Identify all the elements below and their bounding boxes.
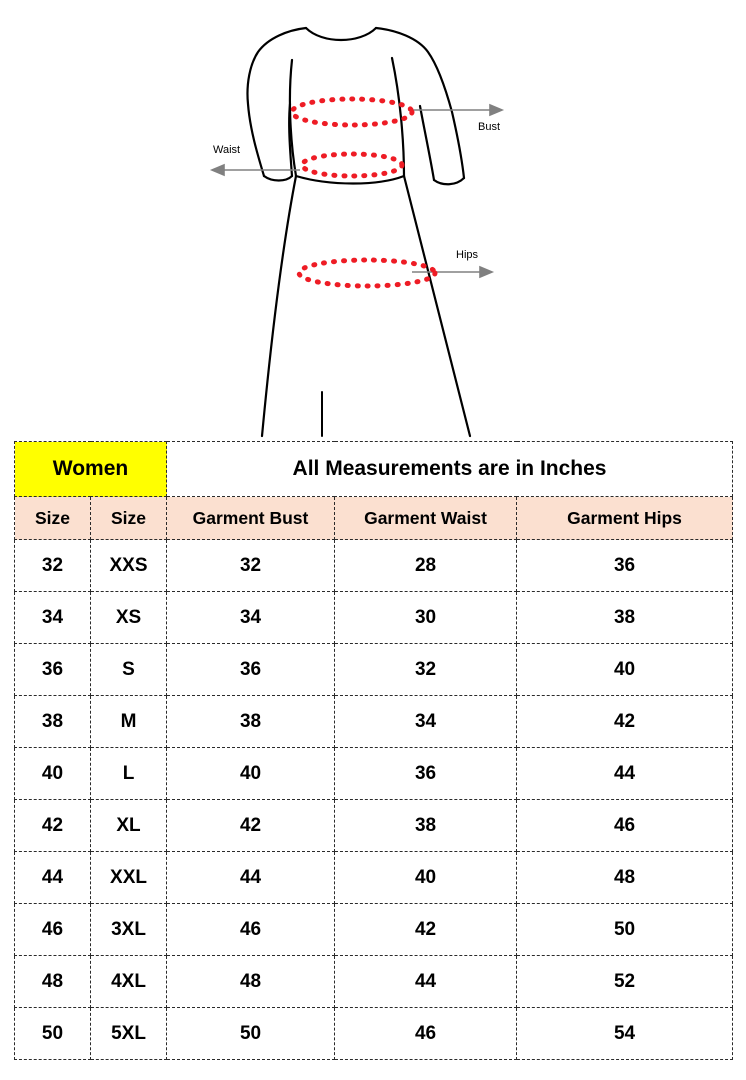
size-chart-table-wrapper xyxy=(14,441,732,1060)
cell-size-letter: M xyxy=(91,696,167,748)
cell-size-numeric: 34 xyxy=(15,592,91,644)
cell-bust: 32 xyxy=(167,540,335,592)
cell-hips: 44 xyxy=(517,748,733,800)
cell-hips: 50 xyxy=(517,904,733,956)
cell-size-letter: XL xyxy=(91,800,167,852)
cell-size-numeric: 40 xyxy=(15,748,91,800)
cell-waist: 44 xyxy=(335,956,517,1008)
cell-hips: 48 xyxy=(517,852,733,904)
table-row xyxy=(15,644,733,696)
cell-size-letter: L xyxy=(91,748,167,800)
waist-measure-ellipse xyxy=(302,154,402,176)
hips-measure-ellipse xyxy=(299,260,435,286)
cell-size-letter: 5XL xyxy=(91,1008,167,1060)
cell-size-numeric: 36 xyxy=(15,644,91,696)
cell-waist: 40 xyxy=(335,852,517,904)
cell-waist: 42 xyxy=(335,904,517,956)
cell-hips: 54 xyxy=(517,1008,733,1060)
table-row xyxy=(15,904,733,956)
cell-hips: 40 xyxy=(517,644,733,696)
table-row xyxy=(15,540,733,592)
table-row xyxy=(15,748,733,800)
header-garment-hips: Garment Hips xyxy=(517,497,733,540)
cell-bust: 42 xyxy=(167,800,335,852)
cell-size-letter: 3XL xyxy=(91,904,167,956)
cell-waist: 38 xyxy=(335,800,517,852)
cell-hips: 38 xyxy=(517,592,733,644)
cell-size-numeric: 50 xyxy=(15,1008,91,1060)
cell-size-numeric: 46 xyxy=(15,904,91,956)
waist-label: Waist xyxy=(213,144,241,156)
cell-size-letter: S xyxy=(91,644,167,696)
cell-bust: 46 xyxy=(167,904,335,956)
header-size-numeric: Size xyxy=(15,497,91,540)
cell-size-numeric: 42 xyxy=(15,800,91,852)
hips-arrow-head xyxy=(480,267,492,277)
cell-size-letter: 4XL xyxy=(91,956,167,1008)
size-chart-table xyxy=(14,441,733,1060)
cell-size-numeric: 32 xyxy=(15,540,91,592)
table-row xyxy=(15,592,733,644)
title-women: Women xyxy=(15,442,167,497)
cell-waist: 34 xyxy=(335,696,517,748)
bust-measure-ellipse xyxy=(292,99,412,125)
neckline-path xyxy=(306,28,376,40)
cell-waist: 46 xyxy=(335,1008,517,1060)
cell-hips: 46 xyxy=(517,800,733,852)
header-size-letter: Size xyxy=(91,497,167,540)
cell-waist: 28 xyxy=(335,540,517,592)
cell-bust: 50 xyxy=(167,1008,335,1060)
cell-waist: 36 xyxy=(335,748,517,800)
header-garment-waist: Garment Waist xyxy=(335,497,517,540)
cell-hips: 52 xyxy=(517,956,733,1008)
table-row xyxy=(15,1008,733,1060)
cell-size-letter: XXS xyxy=(91,540,167,592)
cell-size-letter: XXL xyxy=(91,852,167,904)
cell-size-letter: XS xyxy=(91,592,167,644)
bust-label: Bust xyxy=(478,121,501,133)
table-header-row xyxy=(15,497,733,540)
cell-size-numeric: 48 xyxy=(15,956,91,1008)
cell-hips: 42 xyxy=(517,696,733,748)
waist-arrow-head xyxy=(212,165,224,175)
header-garment-bust: Garment Bust xyxy=(167,497,335,540)
dress-illustration-svg xyxy=(0,0,746,440)
bust-arrow-head xyxy=(490,105,502,115)
table-row xyxy=(15,956,733,1008)
cell-waist: 32 xyxy=(335,644,517,696)
cell-bust: 48 xyxy=(167,956,335,1008)
title-measurements: All Measurements are in Inches xyxy=(167,442,733,497)
cell-bust: 34 xyxy=(167,592,335,644)
cell-waist: 30 xyxy=(335,592,517,644)
table-row xyxy=(15,696,733,748)
cell-bust: 44 xyxy=(167,852,335,904)
cell-size-numeric: 38 xyxy=(15,696,91,748)
table-row xyxy=(15,800,733,852)
cell-hips: 36 xyxy=(517,540,733,592)
hips-label: Hips xyxy=(456,249,479,261)
measurement-diagram xyxy=(0,0,746,440)
cell-size-numeric: 44 xyxy=(15,852,91,904)
table-title-row xyxy=(15,442,733,497)
cell-bust: 38 xyxy=(167,696,335,748)
table-row xyxy=(15,852,733,904)
cell-bust: 40 xyxy=(167,748,335,800)
cell-bust: 36 xyxy=(167,644,335,696)
